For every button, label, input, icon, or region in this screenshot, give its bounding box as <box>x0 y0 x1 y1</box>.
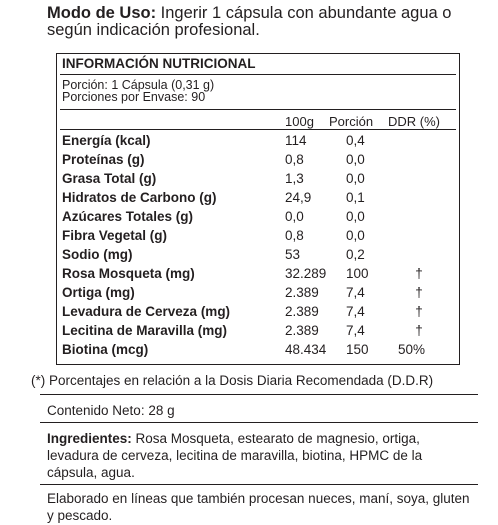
value-100g: 24,9 <box>285 190 312 205</box>
value-portion: 7,4 <box>346 323 365 338</box>
value-100g: 1,3 <box>285 171 304 186</box>
dagger-mark: † <box>415 266 423 281</box>
table-row <box>57 171 459 189</box>
table-row <box>57 304 459 322</box>
value-portion: 0,4 <box>346 133 365 148</box>
divider <box>60 109 456 110</box>
table-row <box>57 190 459 208</box>
nutrient-name: Azúcares Totales (g) <box>62 209 194 224</box>
nutrition-panel <box>56 53 460 365</box>
value-100g: 0,0 <box>285 209 304 224</box>
table-row <box>57 342 459 360</box>
usage-instructions <box>47 5 477 39</box>
portion-size: Porción: 1 Cápsula (0,31 g) <box>62 78 215 92</box>
usage-label: Modo de Uso: <box>47 4 157 22</box>
nutrient-name: Hidratos de Carbono (g) <box>62 190 217 205</box>
value-portion: 7,4 <box>346 304 365 319</box>
value-100g: 48.434 <box>285 342 327 357</box>
value-portion: 7,4 <box>346 285 365 300</box>
divider <box>60 74 456 75</box>
ingredients-text: Rosa Mosqueta, estearato de magnesio, ortiga, levadura de cerveza, lecitina de maravilla, biotina, HPMC de la cápsula, agua. <box>47 431 423 480</box>
value-100g: 32.289 <box>285 266 327 281</box>
value-ddr: 50% <box>398 342 426 357</box>
ingredients-label: Ingredientes: <box>47 431 132 446</box>
divider <box>40 484 478 485</box>
servings-per-container: Porciones por Envase: 90 <box>62 90 206 104</box>
nutrient-name: Levadura de Cerveza (mg) <box>62 304 231 319</box>
value-portion: 0,0 <box>346 228 365 243</box>
divider <box>60 129 456 130</box>
ddr-footnote: (*) Porcentajes en relación a la Dosis Diaria Recomendada (D.D.R) <box>31 373 434 388</box>
table-row <box>57 209 459 227</box>
dagger-mark: † <box>415 323 423 338</box>
table-row <box>57 323 459 341</box>
nutrient-name: Ortiga (mg) <box>62 285 135 300</box>
value-portion: 100 <box>346 266 369 281</box>
table-row <box>57 133 459 151</box>
nutrient-name: Lecitina de Maravilla (mg) <box>62 323 228 338</box>
value-100g: 0,8 <box>285 228 304 243</box>
usage-text: Ingerir 1 cápsula con abundante agua o según indicación profesional. <box>47 4 452 39</box>
value-portion: 150 <box>346 342 369 357</box>
value-portion: 0,0 <box>346 209 365 224</box>
value-portion: 0,0 <box>346 171 365 186</box>
table-row <box>57 228 459 246</box>
table-row <box>57 266 459 284</box>
dagger-mark: † <box>415 304 423 319</box>
nutrient-name: Biotina (mcg) <box>62 342 149 357</box>
nutrient-name: Sodio (mg) <box>62 247 133 262</box>
table-row <box>57 152 459 170</box>
column-header-100g: 100g <box>285 114 314 129</box>
value-100g: 53 <box>285 247 301 262</box>
panel-title: INFORMACIÓN NUTRICIONAL <box>62 56 256 71</box>
dagger-mark: † <box>415 285 423 300</box>
nutrient-name: Rosa Mosqueta (mg) <box>62 266 195 281</box>
value-portion: 0,1 <box>346 190 365 205</box>
nutrient-name: Energía (kcal) <box>62 133 151 148</box>
net-content: Contenido Neto: 28 g <box>47 403 175 418</box>
divider <box>40 422 478 423</box>
ingredients <box>47 430 467 481</box>
value-100g: 0,8 <box>285 152 304 167</box>
nutrient-name: Grasa Total (g) <box>62 171 157 186</box>
allergen-notice: Elaborado en líneas que también procesan nueces, maní, soya, gluten y pescado. <box>47 491 470 523</box>
value-100g: 2.389 <box>285 304 319 319</box>
value-100g: 2.389 <box>285 323 319 338</box>
column-header-ddr: DDR (%) <box>388 114 440 129</box>
value-portion: 0,2 <box>346 247 365 262</box>
value-100g: 2.389 <box>285 285 319 300</box>
value-portion: 0,0 <box>346 152 365 167</box>
table-row <box>57 247 459 265</box>
nutrient-name: Fibra Vegetal (g) <box>62 228 168 243</box>
value-100g: 114 <box>285 133 307 148</box>
nutrient-name: Proteínas (g) <box>62 152 145 167</box>
table-row <box>57 285 459 303</box>
divider <box>40 394 478 395</box>
column-header-portion: Porción <box>329 114 374 129</box>
